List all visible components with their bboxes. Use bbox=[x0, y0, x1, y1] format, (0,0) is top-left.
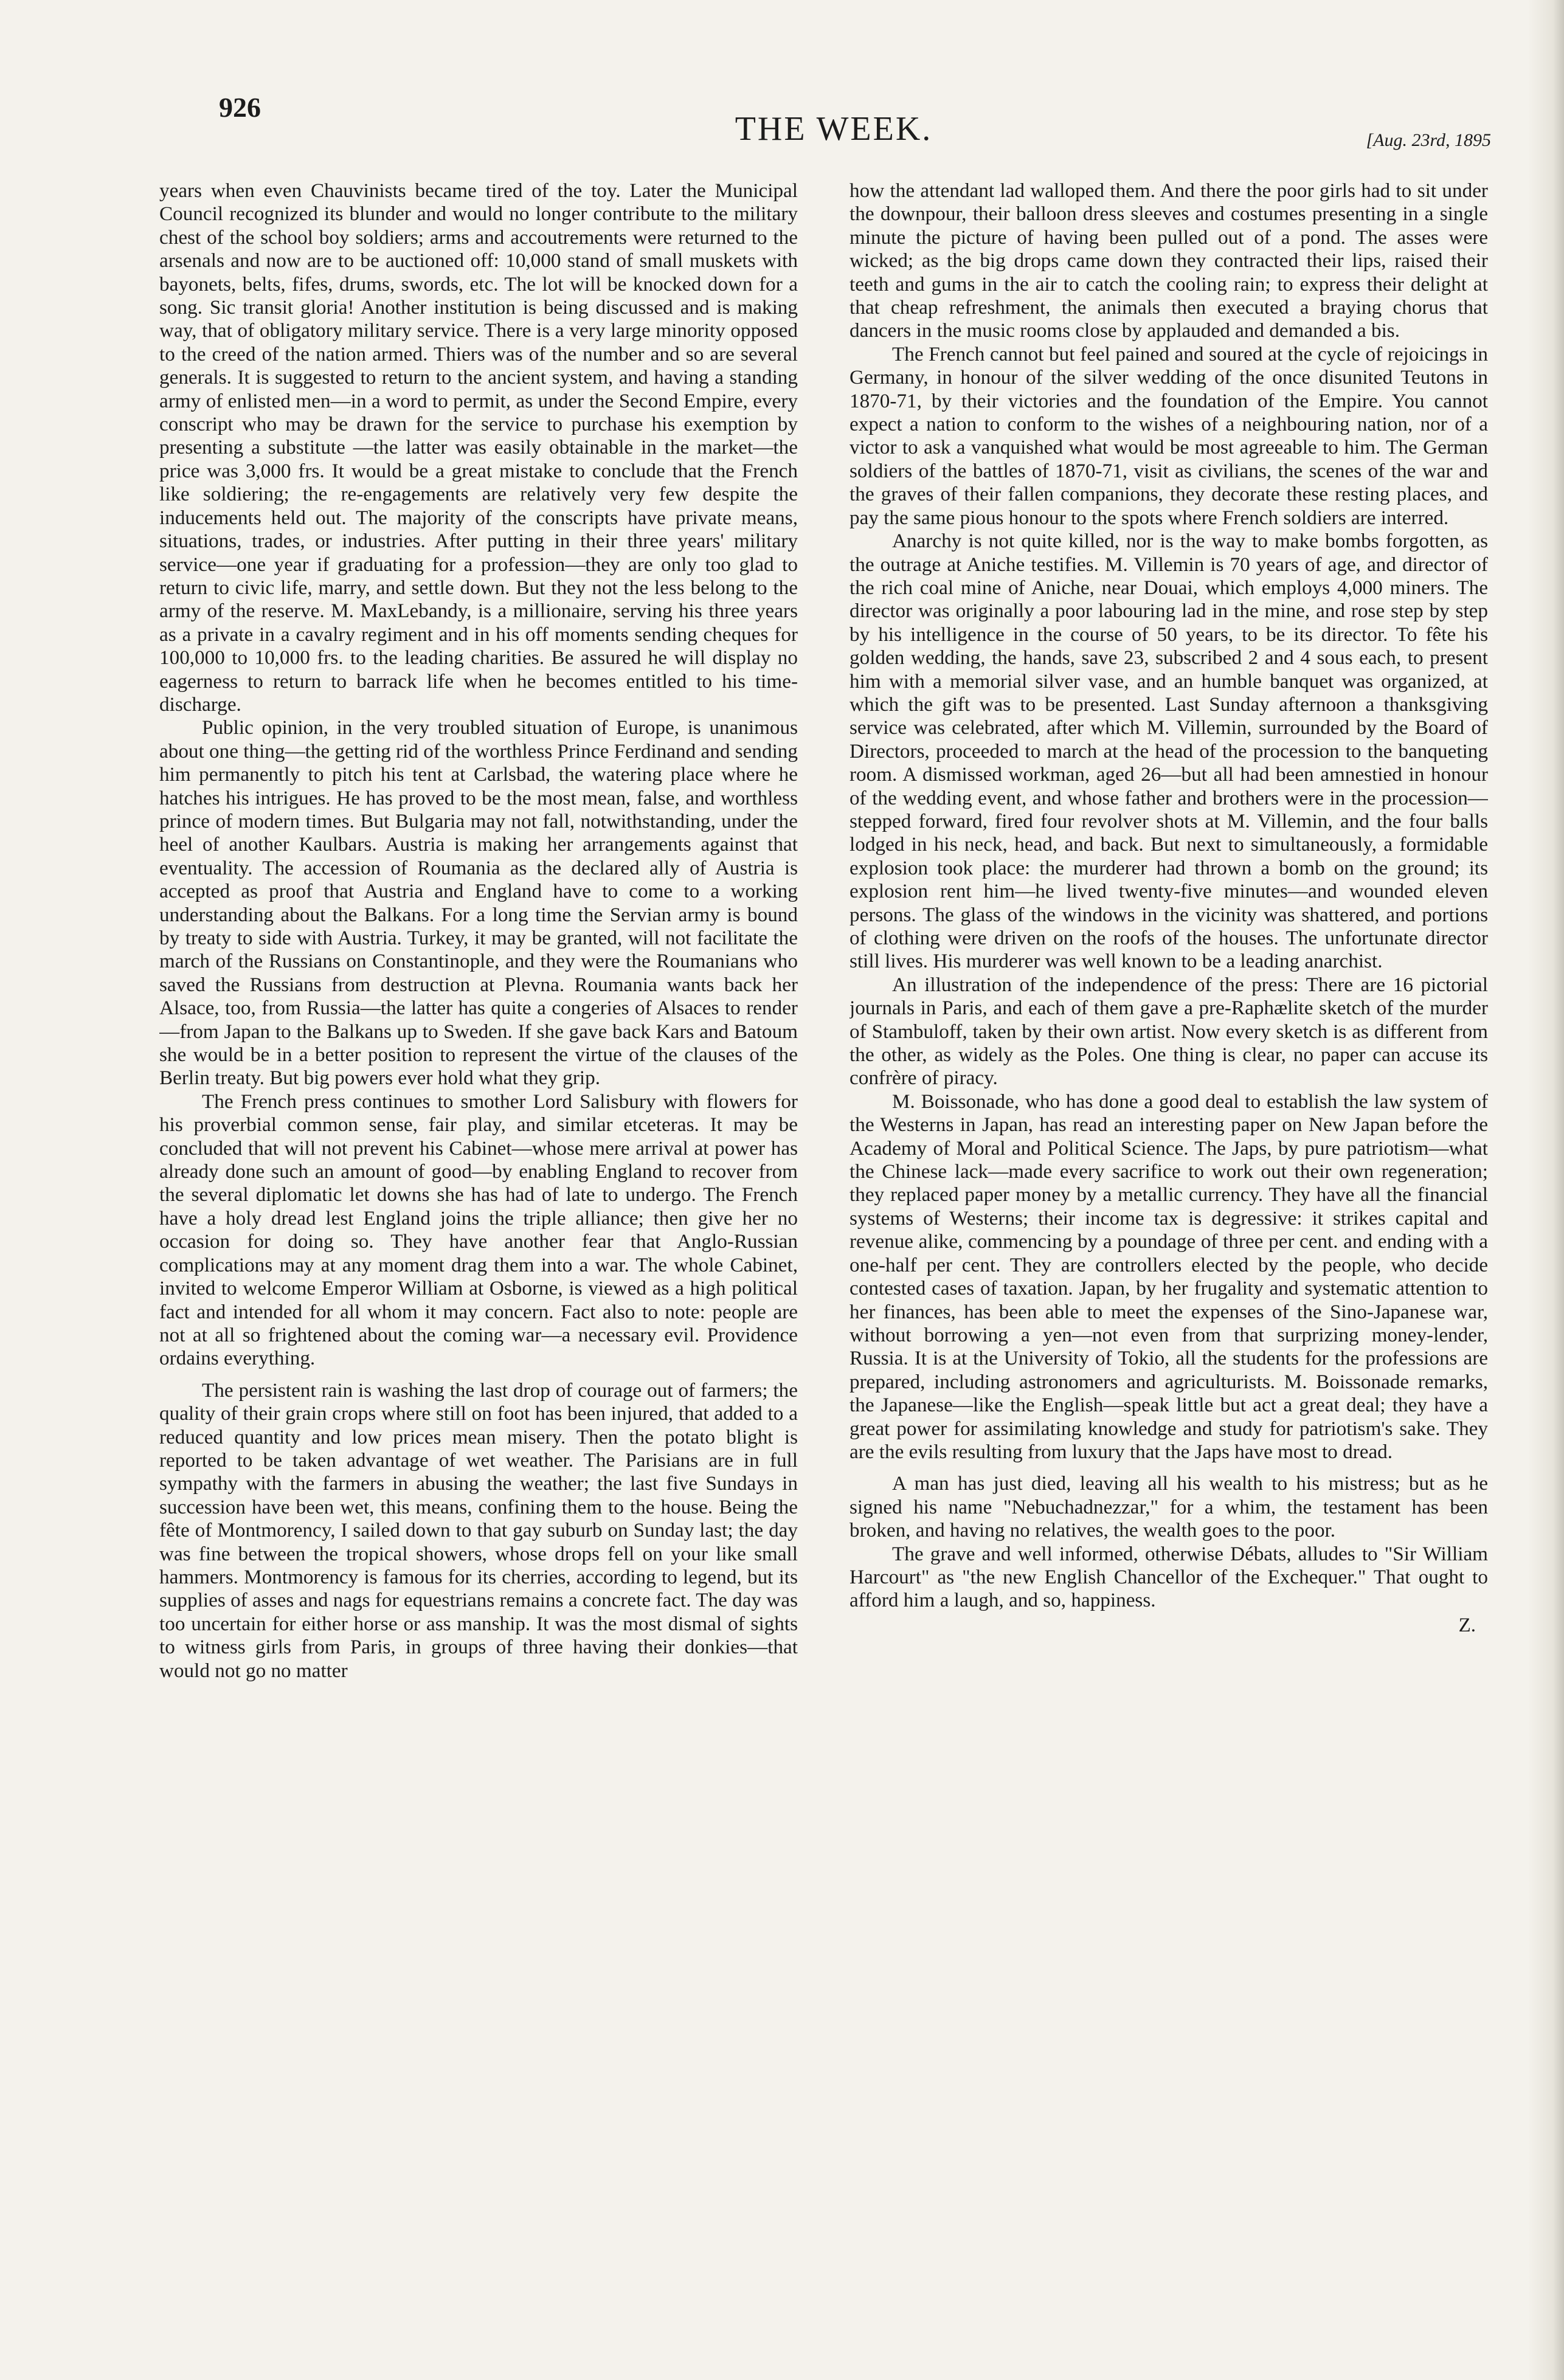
paragraph: The persistent rain is washing the last drop of courage out of farmers; the quality of their grain crops where still on foot has been injured, that added to a reduced quantity and low prices mean misery. Then the potato blight is reported to be taken advantage of wet weather. The Parisians are in full sympathy with the farmers in abusing the weather; the last five Sundays in succession have been wet, this means, confining them to the house. Being the fête of Montmorency, I sailed down to that gay suburb on Sunday last; the day was fine between the tropical showers, whose drops fell on your like small hammers. Montmorency is famous for its cherries, according to legend, but its supplies of asses and nags for equestrians remains a concrete fact. The day was too uncertain for either horse or ass manship. It was the most dismal of sights to witness girls from Paris, in groups of three having their donkies—that would not go no matter bbox=[159, 1379, 798, 1682]
page-edge-shadow bbox=[1491, 0, 1564, 2380]
paragraph: Anarchy is not quite killed, nor is the way to make bombs forgotten, as the outrage at Aniche testifies. M. Villemin is 70 years of age, and director of the rich coal mine of Aniche, near Douai, which employs 4,000 miners. The director was originally a poor labouring lad in the mine, and rose step by step by his intelligence in the course of 50 years, to be its director. To fête his golden wedding, the hands, save 23, subscribed 2 and 4 sous each, to present him with a memorial silver vase, and an humble banquet was organized, at which the gift was to be presented. Last Sunday afternoon a thanksgiving service was celebrated, after which M. Villemin, surrounded by the Board of Directors, proceeded to march at the head of the procession to the banqueting room. A dismissed workman, aged 26—but all had been amnestied in honour of the wedding event, and whose father and brothers were in the procession—stepped forward, fired four revolver shots at M. Villemin, and the four balls lodged in his neck, head, and back. But next to simultaneously, a formidable explosion took place: the murderer had thrown a bomb on the ground; its explosion rent him—he lived twenty-five minutes—and wounded eleven persons. The glass of the windows in the vicinity was shattered, and portions of clothing were driven on the roofs of the houses. The unfortunate director still lives. His murderer was well known to be a leading anarchist. bbox=[849, 530, 1488, 973]
paragraph: A man has just died, leaving all his wealth to his mistress; but as he signed his name "Nebuchadnezzar," for a whim, the testament has been broken, and having no relatives, the wealth goes to the poor. bbox=[849, 1472, 1488, 1542]
paragraph: Public opinion, in the very troubled situation of Europe, is unanimous about one thing—the getting rid of the worthless Prince Ferdinand and sending him permanently to pitch his tent at Carlsbad, the watering place where he hatches his intrigues. He has proved to be the most mean, false, and worthless prince of modern times. But Bulgaria may not fall, notwithstanding, under the heel of another Kaulbars. Austria is making her arrangements against that eventuality. The accession of Roumania as the declared ally of Austria is accepted as proof that Austria and England have to come to a working understanding about the Balkans. For a long time the Servian army is bound by treaty to side with Austria. Turkey, it may be granted, will not facilitate the march of the Russians on Constantinople, and they were the Roumanians who saved the Russians from destruction at Plevna. Roumania wants back her Alsace, too, from Russia—the latter has quite a congeries of Alsaces to render—from Japan to the Balkans up to Sweden. If she gave back Kars and Batoum she would be in a better position to represent the virtue of the clauses of the Berlin treaty. But big powers ever hold what they grip. bbox=[159, 716, 798, 1090]
paragraph: M. Boissonade, who has done a good deal to establish the law system of the Westerns in Japan, has read an interesting paper on New Japan before the Academy of Moral and Political Science. The Japs, by pure patriotism—what the Chinese lack—made every sacrifice to work out their own regeneration; they replaced paper money by a metallic currency. They have all the financial systems of Westerns; their income tax is degressive: it strikes capital and revenue alike, commencing by a poundage of three per cent. and ending with a one-half per cent. They are controllers elected by the people, who decide contested cases of taxation. Japan, by her frugality and systematic attention to her finances, has been able to meet the expenses of the Sino-Japanese war, without borrowing a yen—not even from that surprizing money-lender, Russia. It is at the University of Tokio, all the students for the professions are prepared, including astronomers and agriculturists. M. Boissonade remarks, the Japanese—like the English—speak little but act a great deal; they have a great power for assimilating knowledge and study for patriotism's sake. They are the evils resulting from luxury that the Japs have most to dread. bbox=[849, 1090, 1488, 1463]
paragraph: An illustration of the independence of the press: There are 16 pictorial journals in Paris, and each of them gave a pre-Raphælite sketch of the murder of Stambuloff, taken by their own artist. Now every sketch is as different from the other, as widely as the Poles. One thing is clear, no paper can accuse its confrère of piracy. bbox=[849, 973, 1488, 1090]
paragraph: The French cannot but feel pained and soured at the cycle of rejoicings in Germany, in honour of the silver wedding of the once disunited Teutons in 1870-71, by their victories and the foundation of the Empire. You cannot expect a nation to conform to the wishes of a neighbouring nation, nor of a victor to ask a vanquished what would be most agreeable to him. The German soldiers of the battles of 1870-71, visit as civilians, the scenes of the war and the graves of their fallen companions, they decorate these resting places, and pay the same pious honour to the spots where French soldiers are interred. bbox=[849, 342, 1488, 529]
paragraph: years when even Chauvinists became tired of the toy. Later the Municipal Council recognized its blunder and would no longer contribute to the military chest of the school boy soldiers; arms and accoutrements were returned to the arsenals and now are to be auctioned off: 10,000 stand of small muskets with bayonets, belts, fifes, drums, swords, etc. The lot will be knocked down for a song. Sic transit gloria! Another institution is being discussed and is making way, that of obligatory military service. There is a very large minority opposed to the creed of the nation armed. Thiers was of the number and so are several generals. It is suggested to return to the ancient system, and having a standing army of enlisted men—in a word to permit, as under the Second Empire, every conscript who may be drawn for the service to purchase his exemption by presenting a substitute —the latter was easily obtainable in the market—the price was 3,000 frs. It would be a great mistake to conclude that the French like soldiering; the re-engagements are relatively very few despite the inducements held out. The majority of the conscripts have private means, situations, trades, or industries. After putting in their three years' military service—one year if graduating for a profession—they are only too glad to return to civic life, marry, and settle down. But they not the less belong to the army of the reserve. M. MaxLebandy, is a millionaire, serving his three years as a private in a cavalry regiment and in his off moments sending cheques for 100,000 to 10,000 frs. to the leading charities. Be assured he will display no eagerness to return to barrack life when he becomes entitled to his time-discharge. bbox=[159, 179, 798, 716]
page-header bbox=[170, 91, 1497, 158]
left-column bbox=[159, 179, 798, 2350]
article-columns bbox=[159, 179, 1488, 2350]
masthead-title: THE WEEK. bbox=[735, 110, 933, 148]
paragraph: The French press continues to smother Lord Salisbury with flowers for his proverbial common sense, fair play, and similar etceteras. It may be concluded that will not prevent his Cabinet—whose mere arrival at power has already done such an amount of good—by enabling England to recover from the several diplomatic let downs she has had of late to undergo. The French have a holy dread lest England joins the triple alliance; then give her no occasion for doing so. They have another fear that Anglo-Russian complications may at any moment drag them into a war. The whole Cabinet, invited to welcome Emperor William at Osborne, is viewed as a high political fact and intended for all whom it may concern. Fact also to note: people are not at all so frightened about the coming war—a necessary evil. Providence ordains everything. bbox=[159, 1090, 798, 1370]
paragraph: how the attendant lad walloped them. And there the poor girls had to sit under the downpour, their balloon dress sleeves and costumes presenting in a single minute the picture of having been pulled out of a pond. The asses were wicked; as the big drops came down they contracted their lips, raised their teeth and gums in the air to catch the cooling rain; to express their delight at that cheap refreshment, the animals then executed a braying chorus that dancers in the music rooms close by applauded and demanded a bis. bbox=[849, 179, 1488, 342]
page-number: 926 bbox=[219, 92, 261, 123]
author-signature: Z. bbox=[1458, 1614, 1476, 1636]
issue-date: [Aug. 23rd, 1895 bbox=[1366, 130, 1491, 150]
right-column bbox=[849, 179, 1488, 2350]
paragraph: The grave and well informed, otherwise Débats, alludes to "Sir William Harcourt" as "the new English Chancellor of the Exchequer." That ought to afford him a laugh, and so, happiness. bbox=[849, 1542, 1488, 1612]
